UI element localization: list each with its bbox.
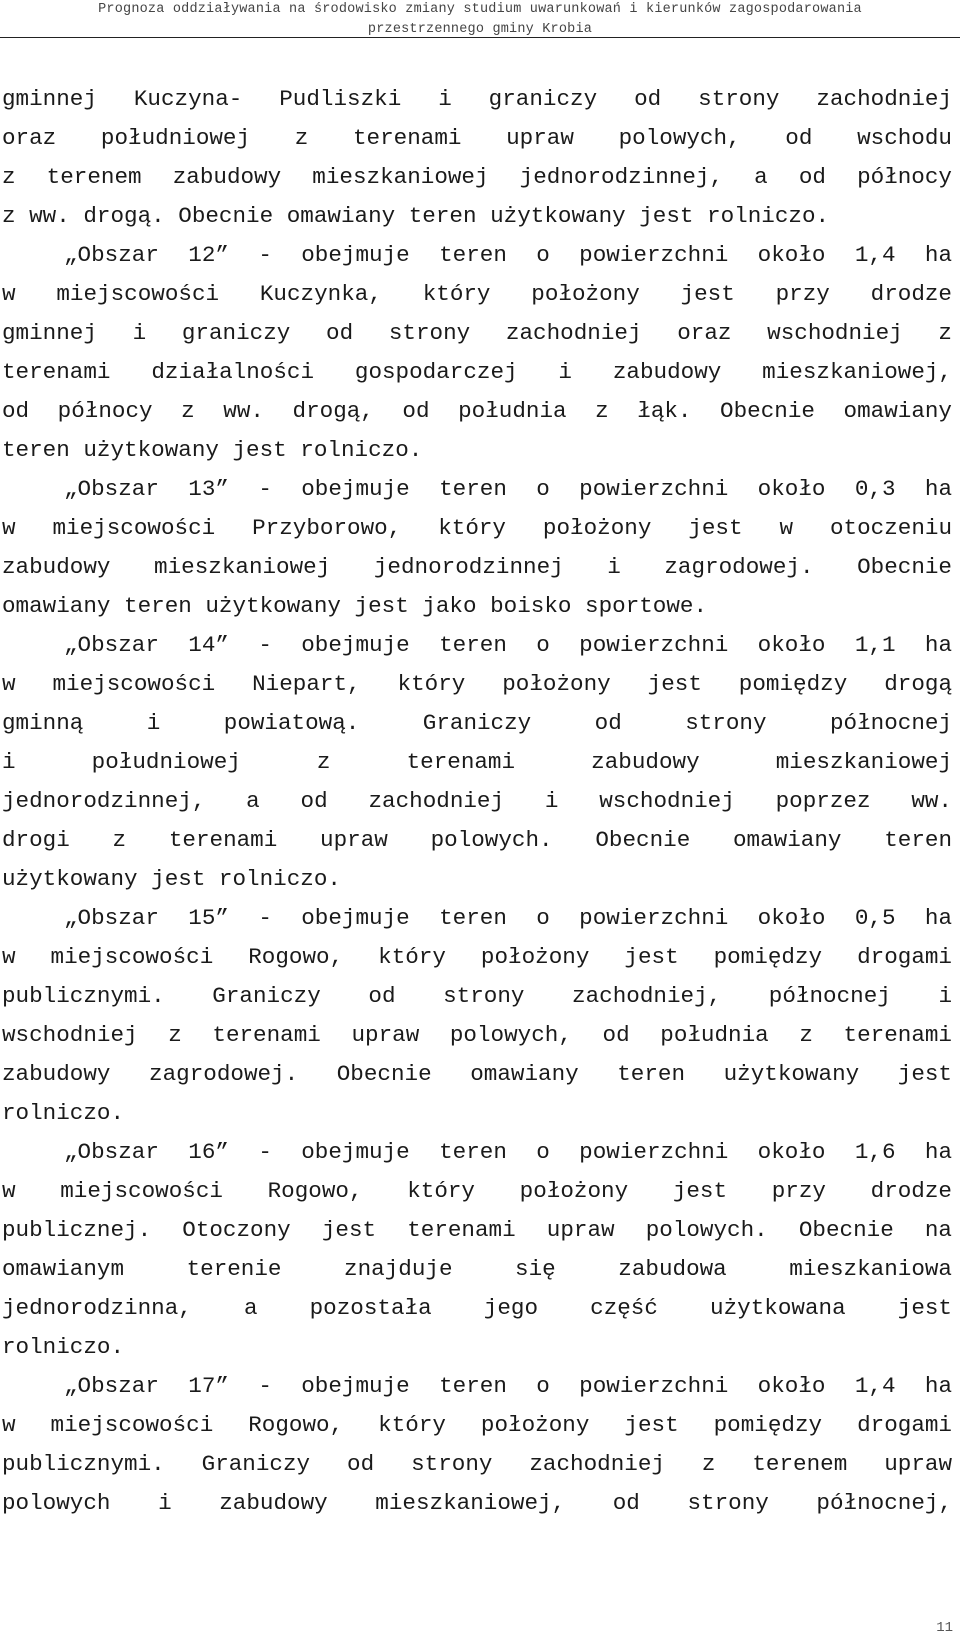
text-line: oraz południowej z terenami upraw polowych, od wschodu	[2, 125, 952, 151]
text-line: publicznymi. Graniczy od strony zachodniej, północnej i	[2, 983, 952, 1009]
paragraph-first-line: „Obszar 16” - obejmuje teren o powierzchni około 1,6 ha	[64, 1139, 952, 1165]
text-line: z terenem zabudowy mieszkaniowej jednorodzinnej, a od północy	[2, 164, 952, 190]
text-line: drogi z terenami upraw polowych. Obecnie omawiany teren	[2, 827, 952, 853]
text-line: terenami działalności gospodarczej i zabudowy mieszkaniowej,	[2, 359, 952, 385]
text-line: gminnej i graniczy od strony zachodniej oraz wschodniej z	[2, 320, 952, 346]
text-line: omawiany teren użytkowany jest jako boisko sportowe.	[2, 593, 708, 619]
text-line: z ww. drogą. Obecnie omawiany teren użytkowany jest rolniczo.	[2, 203, 830, 229]
text-line: jednorodzinna, a pozostała jego część użytkowana jest	[2, 1295, 952, 1321]
text-line: jednorodzinnej, a od zachodniej i wschodniej poprzez ww.	[2, 788, 952, 814]
text-line: w miejscowości Kuczynka, który położony jest przy drodze	[2, 281, 952, 307]
text-line: w miejscowości Rogowo, który położony jest pomiędzy drogami	[2, 1412, 952, 1438]
text-line: rolniczo.	[2, 1334, 125, 1360]
text-line: w miejscowości Rogowo, który położony jest pomiędzy drogami	[2, 944, 952, 970]
header-title-line-2: przestrzennego gminy Krobia	[367, 22, 593, 37]
paragraph-first-line: „Obszar 13” - obejmuje teren o powierzchni około 0,3 ha	[64, 476, 952, 502]
paragraph-first-line: „Obszar 17” - obejmuje teren o powierzchni około 1,4 ha	[64, 1373, 952, 1399]
text-line: polowych i zabudowy mieszkaniowej, od strony północnej,	[2, 1490, 952, 1516]
text-line: w miejscowości Rogowo, który położony jest przy drodze	[2, 1178, 952, 1204]
page-number: 11	[936, 1620, 953, 1636]
text-line: publicznymi. Graniczy od strony zachodniej z terenem upraw	[2, 1451, 952, 1477]
text-line: zabudowy mieszkaniowej jednorodzinnej i zagrodowej. Obecnie	[2, 554, 952, 580]
document-body	[2, 80, 952, 1523]
header-title-line-1: Prognoza oddziaływania na środowisko zmiany studium uwarunkowań i kierunków zagospodarowania	[98, 2, 862, 17]
text-line: omawianym terenie znajduje się zabudowa mieszkaniowa	[2, 1256, 952, 1282]
text-line: teren użytkowany jest rolniczo.	[2, 437, 423, 463]
text-line: publicznej. Otoczony jest terenami upraw polowych. Obecnie na	[2, 1217, 952, 1243]
text-line: w miejscowości Przyborowo, który położony jest w otoczeniu	[2, 515, 952, 541]
paragraph-first-line: „Obszar 14” - obejmuje teren o powierzchni około 1,1 ha	[64, 632, 952, 658]
text-line: użytkowany jest rolniczo.	[2, 866, 341, 892]
page-header	[0, 0, 960, 40]
text-line: w miejscowości Niepart, który położony jest pomiędzy drogą	[2, 671, 952, 697]
text-line: wschodniej z terenami upraw polowych, od południa z terenami	[2, 1022, 952, 1048]
text-line: od północy z ww. drogą, od południa z łąk. Obecnie omawiany	[2, 398, 952, 424]
paragraph-first-line: „Obszar 12” - obejmuje teren o powierzchni około 1,4 ha	[64, 242, 952, 268]
text-line: gminną i powiatową. Graniczy od strony północnej	[2, 710, 952, 736]
text-line: rolniczo.	[2, 1100, 125, 1126]
text-line: gminnej Kuczyna- Pudliszki i graniczy od strony zachodniej	[2, 86, 952, 112]
text-line: i południowej z terenami zabudowy mieszkaniowej	[2, 749, 952, 775]
header-divider	[0, 37, 960, 38]
paragraph-first-line: „Obszar 15” - obejmuje teren o powierzchni około 0,5 ha	[64, 905, 952, 931]
text-line: zabudowy zagrodowej. Obecnie omawiany teren użytkowany jest	[2, 1061, 952, 1087]
